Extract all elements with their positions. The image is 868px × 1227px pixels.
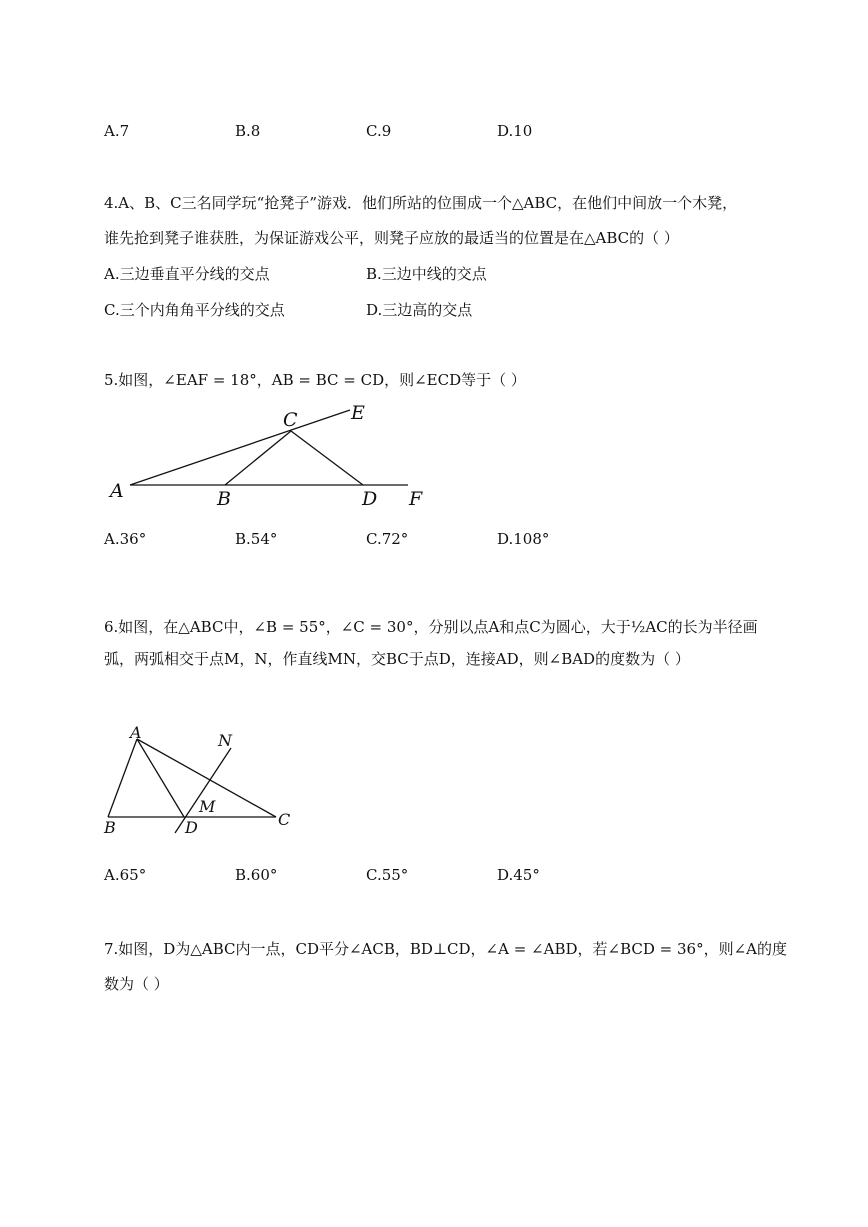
q4-option-a: A.三边垂直平分线的交点 bbox=[104, 265, 270, 283]
q5-stem: 5.如图，∠EAF = 18°，AB = BC = CD，则∠ECD等于（ ） bbox=[104, 371, 526, 389]
q4-stem-line2: 谁先抢到凳子谁获胜，为保证游戏公平，则凳子应放的最适当的位置是在△ABC的（ ） bbox=[104, 229, 679, 247]
q5-label-c: C bbox=[283, 409, 298, 431]
q6-option-c: C.55° bbox=[366, 866, 409, 884]
q5-line-ae bbox=[130, 410, 350, 485]
q5-option-d: D.108° bbox=[497, 530, 550, 548]
q5-option-b: B.54° bbox=[235, 530, 278, 548]
q7-stem-line1: 7.如图，D为△ABC内一点，CD平分∠ACB，BD⊥CD，∠A = ∠ABD，若∠BCD = 36°，则∠A的度 bbox=[104, 940, 787, 958]
q3-option-a: A.7 bbox=[104, 122, 130, 140]
q5-segment-bc bbox=[225, 431, 291, 485]
q6-segment-ad bbox=[137, 739, 184, 817]
q3-option-d: D.10 bbox=[497, 122, 533, 140]
q4-option-d: D.三边高的交点 bbox=[366, 301, 473, 319]
q6-label-a: A bbox=[130, 723, 142, 742]
q6-option-d: D.45° bbox=[497, 866, 540, 884]
q5-figure bbox=[100, 398, 440, 518]
q3-option-c: C.9 bbox=[366, 122, 392, 140]
q6-label-c: C bbox=[278, 810, 291, 829]
q5-label-a: A bbox=[110, 480, 124, 502]
q6-line-mn bbox=[175, 748, 231, 833]
q3-option-b: B.8 bbox=[235, 122, 261, 140]
q5-segment-cd bbox=[291, 431, 363, 485]
q4-option-b: B.三边中线的交点 bbox=[366, 265, 487, 283]
q5-option-a: A.36° bbox=[104, 530, 147, 548]
q7-stem-line2: 数为（ ） bbox=[104, 975, 169, 993]
q6-segment-ab bbox=[108, 739, 137, 817]
q6-label-n: N bbox=[218, 731, 232, 750]
q5-label-b: B bbox=[217, 488, 231, 510]
q6-label-d: D bbox=[185, 818, 198, 837]
q5-label-d: D bbox=[362, 488, 378, 510]
q6-option-a: A.65° bbox=[104, 866, 147, 884]
q6-option-b: B.60° bbox=[235, 866, 278, 884]
q6-label-b: B bbox=[104, 818, 116, 837]
q5-label-f: F bbox=[409, 488, 423, 510]
q6-stem-line2: 弧，两弧相交于点M，N，作直线MN，交BC于点D，连接AD，则∠BAD的度数为（ ） bbox=[104, 650, 690, 668]
q5-option-c: C.72° bbox=[366, 530, 409, 548]
q5-label-e: E bbox=[351, 402, 365, 424]
q6-figure bbox=[96, 720, 306, 840]
q4-option-c: C.三个内角角平分线的交点 bbox=[104, 301, 285, 319]
q6-label-m: M bbox=[199, 797, 216, 816]
q6-stem-line1: 6.如图，在△ABC中，∠B = 55°，∠C = 30°，分别以点A和点C为圆心，大于½AC的长为半径画 bbox=[104, 618, 758, 636]
q4-stem-line1: 4.A、B、C三名同学玩“抢凳子”游戏．他们所站的位围成一个△ABC，在他们中间放一个木凳， bbox=[104, 194, 738, 212]
